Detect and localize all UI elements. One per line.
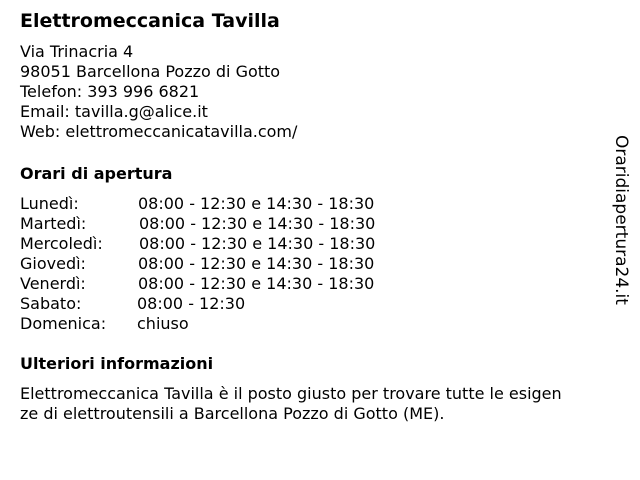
day-label: Martedì: — [20, 214, 87, 233]
phone-line: Telefon: 393 996 6821 — [20, 82, 200, 101]
info-line: ze di elettroutensili a Barcellona Pozzo di Gotto (ME). — [20, 404, 445, 423]
site-watermark — [610, 135, 632, 310]
day-hours: 08:00 - 12:30 — [137, 294, 246, 313]
business-name: Elettromeccanica Tavilla — [20, 10, 280, 32]
day-label: Lunedì: — [20, 194, 79, 213]
watermark-text: Oraridiapertura24.it — [611, 135, 631, 305]
day-label: Domenica: — [20, 314, 107, 333]
contact-block — [20, 42, 297, 142]
day-label: Sabato: — [20, 294, 82, 313]
day-hours: 08:00 - 12:30 e 14:30 - 18:30 — [138, 274, 375, 293]
day-label: Mercoledì: — [20, 234, 103, 253]
day-hours: 08:00 - 12:30 e 14:30 - 18:30 — [138, 254, 375, 273]
hours-heading: Orari di apertura — [20, 164, 173, 183]
email-line: Email: tavilla.g@alice.it — [20, 102, 208, 121]
day-label: Venerdì: — [20, 274, 86, 293]
day-hours: 08:00 - 12:30 e 14:30 - 18:30 — [138, 194, 375, 213]
web-line: Web: elettromeccanicatavilla.com/ — [20, 122, 298, 141]
address-city: 98051 Barcellona Pozzo di Gotto — [20, 62, 281, 81]
info-description — [20, 384, 610, 424]
day-hours: 08:00 - 12:30 e 14:30 - 18:30 — [139, 214, 376, 233]
day-label: Giovedì: — [20, 254, 86, 273]
info-line: Elettromeccanica Tavilla è il posto giusto per trovare tutte le esigen — [20, 384, 562, 403]
address-street: Via Trinacria 4 — [20, 42, 134, 61]
day-hours: 08:00 - 12:30 e 14:30 - 18:30 — [139, 234, 376, 253]
info-heading: Ulteriori informazioni — [20, 354, 214, 373]
day-hours: chiuso — [137, 314, 189, 333]
